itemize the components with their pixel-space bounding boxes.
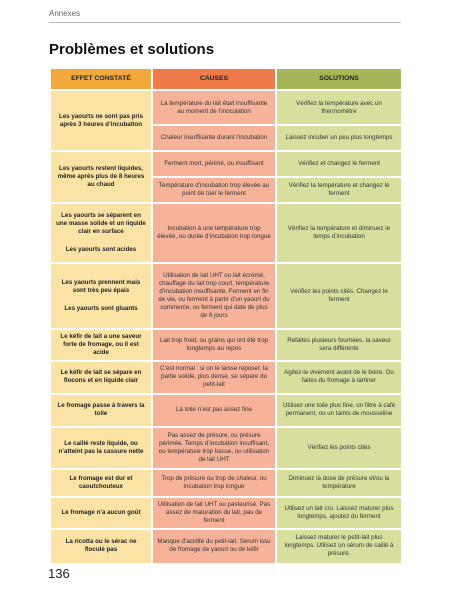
effet-text: Les yaourts se séparent en une masse solide et un liquide clair en surface (56, 212, 146, 235)
table-row (51, 264, 401, 328)
table-row (51, 395, 401, 426)
effet-cell: Les yaourts ne sont pas pris après 3 heures d’incubation (51, 91, 151, 150)
page-number: 136 (48, 566, 70, 581)
column-header-solutions: SOLUTIONS (277, 69, 401, 89)
column-header-causes: CAUSES (153, 69, 275, 89)
effet-text: Les yaourts sont acides (65, 245, 137, 253)
effet-cell: Le fromage passe à travers la toile (51, 395, 151, 426)
effet-cell: Le kéfir de lait a une saveur forte de fromage, ou il est acide (51, 330, 151, 360)
effet-cell (51, 204, 151, 262)
solution-cell: Diminuez la dose de présure et/ou la température (277, 470, 401, 496)
solution-cell: Laissez maturer le petit-lait plus longtemps. Utilisez un sérum de caillé à présure. (277, 530, 401, 563)
table-row (51, 152, 401, 176)
solution-cell: Vérifiez la température et changez le ferment (277, 178, 401, 202)
solution-cell: Vérifiez les points cités (277, 428, 401, 468)
column-header-effet: EFFET CONSTATÉ (51, 69, 151, 89)
table-row (51, 498, 401, 528)
table-row (51, 330, 401, 360)
effet-text: Les yaourts sont gluants (64, 304, 138, 312)
effet-cell: Les yaourts restent liquides, même après plus de 8 heures au chaud (51, 152, 151, 202)
table-row (51, 530, 401, 563)
table-row (51, 470, 401, 496)
table-row (51, 91, 401, 124)
cause-cell: Utilisation de lait UHT ou pasteurisé. Pas assez de maturation du lait, pas de ferment (153, 498, 275, 528)
cause-cell: Chaleur insuffisante durant l’incubation (153, 126, 275, 150)
cause-cell: C’est normal : si on le laisse reposer, la partie solide, plus dense, se sépare du petit-lait (153, 362, 275, 393)
section-label: Annexes (49, 9, 81, 18)
solution-cell: Utilisez une toile plus fine, un filtre à café permanent, ou un tamis de mousseline (277, 395, 401, 426)
solution-cell: Refaites plusieurs fournées, la saveur sera différente (277, 330, 401, 360)
solution-cell: Vérifiez et changez le ferment (277, 152, 401, 176)
header-divider (49, 22, 401, 23)
solution-cell: Agitez-le vivement avant de le boire. Ou faites du fromage à tartiner (277, 362, 401, 393)
page-title: Problèmes et solutions (49, 41, 215, 58)
effet-cell: Le fromage n’a aucun goût (51, 498, 151, 528)
solution-cell: Vérifiez la température avec un thermomètre (277, 91, 401, 124)
solution-cell: Vérifiez la température et diminuez le temps d’incubation (277, 204, 401, 262)
cause-cell: La toile n’est pas assez fine (153, 395, 275, 426)
solution-cell: Laissez incuber un peu plus longtemps (277, 126, 401, 150)
problems-table (49, 67, 401, 565)
effet-cell (51, 264, 151, 328)
effet-cell: Le caillé reste liquide, ou n’atteint pas la cassure nette (51, 428, 151, 468)
effet-cell: Le fromage est dur et caoutchouteux (51, 470, 151, 496)
cause-cell: Incubation à une température trop élevée, ou durée d’incubation trop longue (153, 204, 275, 262)
table-header-row (51, 69, 401, 89)
cause-cell: Ferment mort, périmé, ou insuffisant (153, 152, 275, 176)
effet-text: Les yaourts prennent mais sont très peu épais (61, 278, 141, 294)
cause-cell: Température d’incubation trop élevée au point de tuer le ferment (153, 178, 275, 202)
table-row (51, 362, 401, 393)
solution-cell: Utilisez un lait cru. Laissez maturer plus longtemps, ajoutez du ferment (277, 498, 401, 528)
table-row (51, 428, 401, 468)
cause-cell: Pas assez de présure, ou présure périmée. Temps d’incubation insuffisant, ou température trop basse, ou utilisation de lait UHT (153, 428, 275, 468)
cause-cell: Manque d’acidité du petit-lait. Sérum issu de fromage de yaourt ou de kéfir (153, 530, 275, 563)
effet-cell: La ricotta ou le sérac ne floculé pas (51, 530, 151, 563)
cause-cell: Utilisation de lait UHT ou lait écrémé, chauffage du lait trop court, température d’incubation insuffisante. Ferment en fin de vie, ou ferment à partir d’un yaourt du commerce, ou ferment qui date de plus de 6 jours (153, 264, 275, 328)
solution-cell: Vérifiez les points cités. Changez le ferment (277, 264, 401, 328)
cause-cell: Lait trop froid, ou grains qui ont été trop longtemps au repos (153, 330, 275, 360)
table-row (51, 204, 401, 262)
cause-cell: Trop de présure ou trop de chaleur, ou incubation trop longue (153, 470, 275, 496)
effet-cell: Le kéfir de lait se sépare en flocons et en liquide clair (51, 362, 151, 393)
cause-cell: La température du lait était insuffisante au moment de l’inoculation (153, 91, 275, 124)
